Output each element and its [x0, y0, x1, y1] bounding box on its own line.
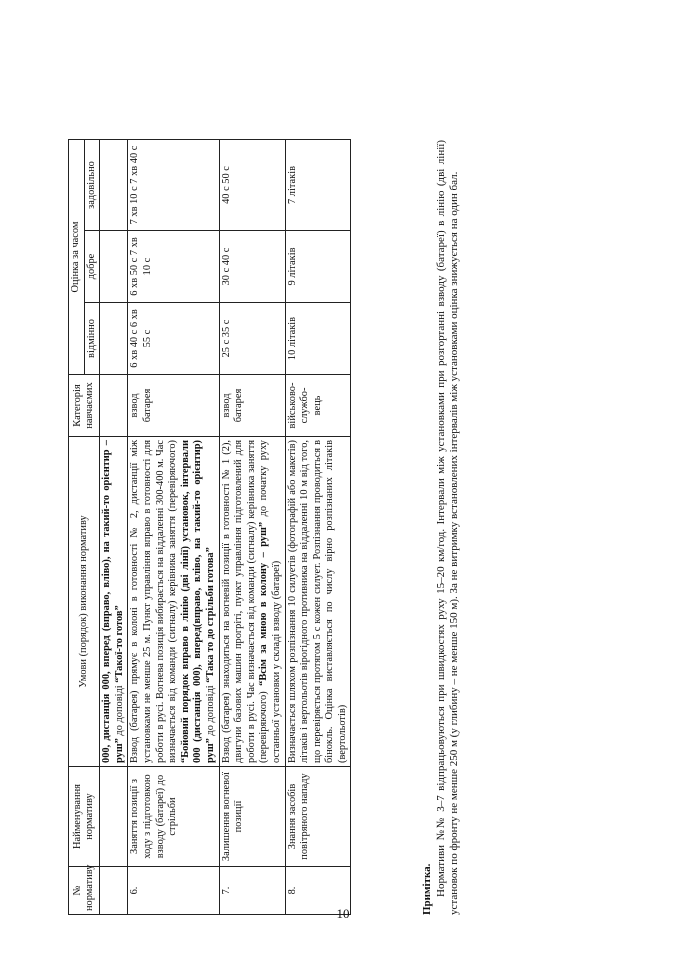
rotated-content — [68, 55, 588, 915]
page-number: 10 — [336, 906, 350, 921]
row-category: взвод батарея — [219, 375, 285, 437]
header-satisfactory: задовільно — [84, 140, 100, 231]
header-conditions: Умови (порядок) виконання нормативу — [69, 437, 100, 767]
row-excellent: 6 хв 40 с 6 хв 55 с — [128, 303, 219, 375]
header-good: добре — [84, 231, 100, 303]
row-name: Заняття позиції з ходу з підготовкою взводу (батареї) до стрільби — [128, 767, 219, 867]
table-row — [128, 140, 219, 915]
row-good: 9 літаків — [285, 231, 351, 303]
row-conditions: Визначається шляхом розпізнання 10 силуетів (фотографій або макетів) літаків і вертольотів вірогідного противника на віддаленні 10 м від того, що перевіряється протягом 5 с кожен силует. Розпізнання проводиться в бінокль. Оцінка виставляється по числу вірно розпізнаних літаків (вертольотів) — [285, 437, 351, 767]
header-row-1 — [69, 140, 85, 915]
row-satisfactory: 7 літаків — [285, 140, 351, 231]
header-num: № нормативу — [69, 867, 100, 915]
table-row — [285, 140, 351, 915]
table-row — [219, 140, 285, 915]
continuation-row — [100, 140, 128, 915]
note-title: Примітка. — [421, 863, 434, 915]
row-good: 30 с 40 с — [219, 231, 285, 303]
standards-table — [68, 139, 351, 915]
row-num: 7. — [219, 867, 285, 915]
header-category: Категорія навчаємих — [69, 375, 100, 437]
row-category: військово-службо-вець — [285, 375, 351, 437]
row-name: Залишення вогневої позиції — [219, 767, 285, 867]
row-satisfactory: 40 с 50 с — [219, 140, 285, 231]
row-conditions: Взвод (батарея) знаходиться на вогневій позиції в готовності № 1 (2), двигуни базових машин прогріті, пункт управління підготовлений для роботи в русі. Час визначається від команди (сигналу) керівника заняття (перевіряючого) “Всім за мною в колону – руш” до початку руху останньої установки у складі взводу (батареї) — [219, 437, 285, 767]
row-excellent: 25 с 35 с — [219, 303, 285, 375]
row-conditions: Взвод (батарея) прямує в колоні в готовності № 2, дистанції між установками не менше 25 м. Пункт управління вправо в готовності для роботи в русі. Вогнева позиція вибирається на віддаленні 300-400 м. Час визначається від команди (сигналу) керівника заняття (перевіряючого) “Бойовий порядок вправо в лінію (дві лінії) установок, інтервали 000 (дистанція 000), вперед(вправо, вліво, на такий-то орієнтир) руш” до доповіді “Така то до стрільби готова” — [128, 437, 219, 767]
note-block — [421, 140, 462, 915]
row-num: 8. — [285, 867, 351, 915]
row-good: 6 хв 50 с 7 хв 10 с — [128, 231, 219, 303]
row-category: взвод батарея — [128, 375, 219, 437]
row-satisfactory: 7 хв 10 с 7 хв 40 с — [128, 140, 219, 231]
row-num: 6. — [128, 867, 219, 915]
header-excellent: відмінно — [84, 303, 100, 375]
row-excellent: 10 літаків — [285, 303, 351, 375]
note-text: Нормативи №№ 3–7 відпрацьовуються при швидкостях руху 15–20 км/год. Інтервали між установками при розгортанні взводу (батареї) в лінію (дві лінії) установок по фронту не менше 250 м (у глибину – не менше 150 м). За не витримку встановлених інтервалів між установками оцінка знижується на один бал. — [434, 140, 461, 915]
header-grade-group: Оцінка за часом — [69, 140, 85, 375]
header-name: Найменування нормативу — [69, 767, 100, 867]
continuation-text: 000, дистанція 000, вперед (вправо, вліво), на такий-то орієнтир – руш” до доповіді “Такої-то готов” — [100, 437, 128, 767]
row-name: Знання засобів повітряного нападу — [285, 767, 351, 867]
